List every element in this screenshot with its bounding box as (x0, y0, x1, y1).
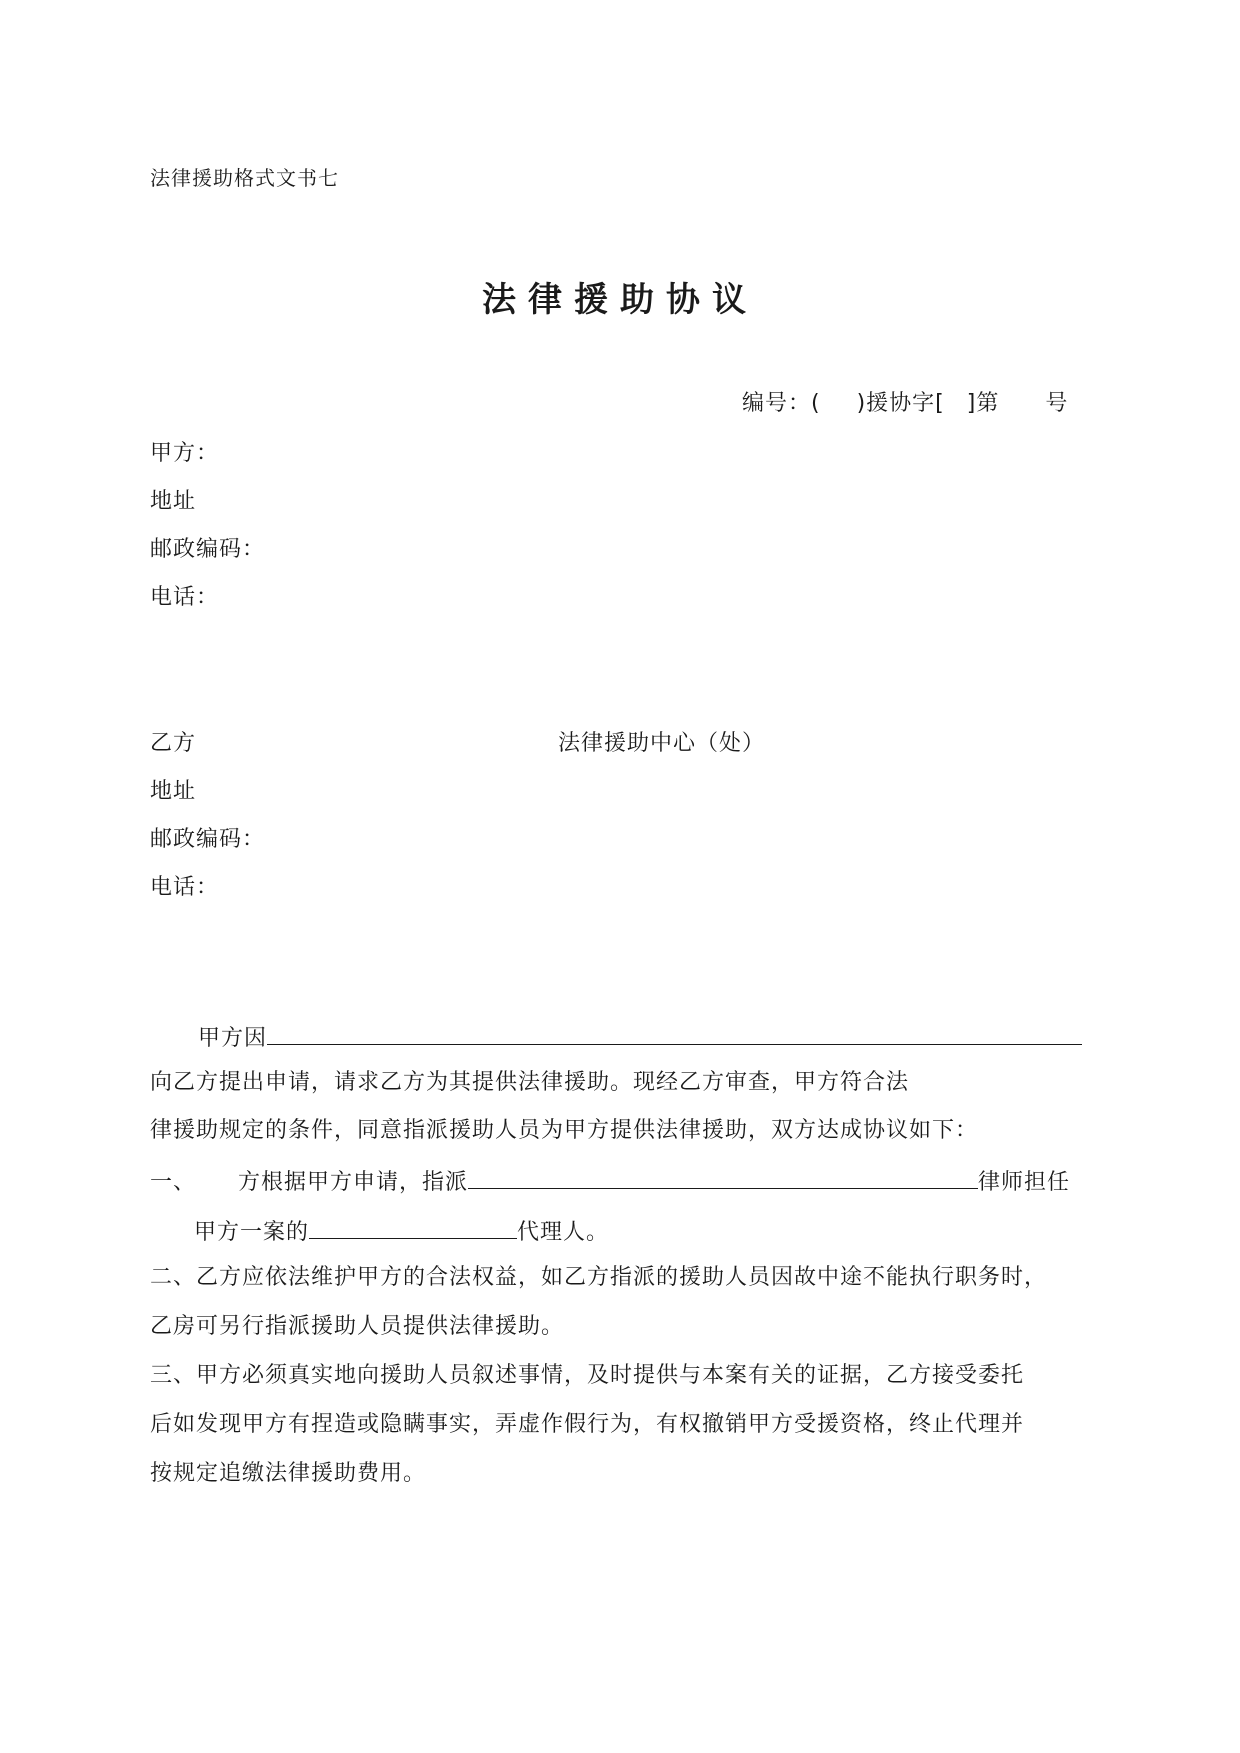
party-b-phone-label: 电话： (150, 875, 220, 900)
clause-1-line-1 (150, 1164, 1090, 1198)
serial-mid: )援协字[ (856, 391, 945, 416)
clause-3-line-2: 后如发现甲方有捏造或隐瞒事实，弄虚作假行为，有权撤销甲方受援资格，终止代理并 (150, 1412, 1025, 1437)
document-title: 法律援助协议 (482, 280, 758, 320)
clause-1-text-d: 代理人。 (517, 1220, 610, 1245)
serial-prefix: 编号：( (742, 391, 821, 416)
intro-start: 甲方因 (198, 1026, 268, 1051)
body-intro-line (150, 1020, 1090, 1054)
clause-1-text-c: 甲方一案的 (194, 1220, 310, 1245)
serial-number (742, 389, 1068, 419)
clause-3-line-3: 按规定追缴法律援助费用。 (150, 1461, 427, 1486)
party-b-address-label: 地址 (150, 779, 197, 804)
cause-blank (267, 1020, 1082, 1045)
serial-suffix: 号 (1045, 391, 1069, 416)
party-a-phone-label: 电话： (150, 585, 220, 610)
party-a-address-label: 地址 (150, 489, 197, 514)
clause-2-line-1: 二、乙方应依法维护甲方的合法权益，如乙方指派的援助人员因故中途不能执行职务时， (150, 1265, 1048, 1290)
serial-close: ]第 (966, 391, 1000, 416)
party-b-postcode-label: 邮政编码： (150, 827, 266, 852)
clause-2-line-2: 乙房可另行指派援助人员提供法律援助。 (150, 1314, 565, 1339)
clause-1-line-2 (150, 1214, 1090, 1248)
body-line-2: 向乙方提出申请，请求乙方为其提供法律援助。现经乙方审查，甲方符合法 (150, 1070, 910, 1095)
clause-3-line-1: 三、甲方必须真实地向援助人员叙述事情，及时提供与本案有关的证据，乙方接受委托 (150, 1363, 1025, 1388)
clause-1-text-b: 律师担任 (978, 1170, 1071, 1195)
lawyer-blank (468, 1164, 978, 1189)
party-b-center-label: 法律援助中心（处） (558, 731, 766, 756)
body-line-3: 律援助规定的条件，同意指派援助人员为甲方提供法律援助，双方达成协议如下： (150, 1118, 979, 1143)
clause-1-number: 一、 (150, 1170, 197, 1195)
form-header-label: 法律援助格式文书七 (150, 166, 339, 190)
party-a-name-label: 甲方： (150, 441, 220, 466)
party-b-name-label: 乙方 (150, 731, 197, 756)
agent-type-blank (309, 1214, 517, 1239)
clause-1-text-a: 方根据甲方申请，指派 (238, 1170, 469, 1195)
party-a-postcode-label: 邮政编码： (150, 537, 266, 562)
